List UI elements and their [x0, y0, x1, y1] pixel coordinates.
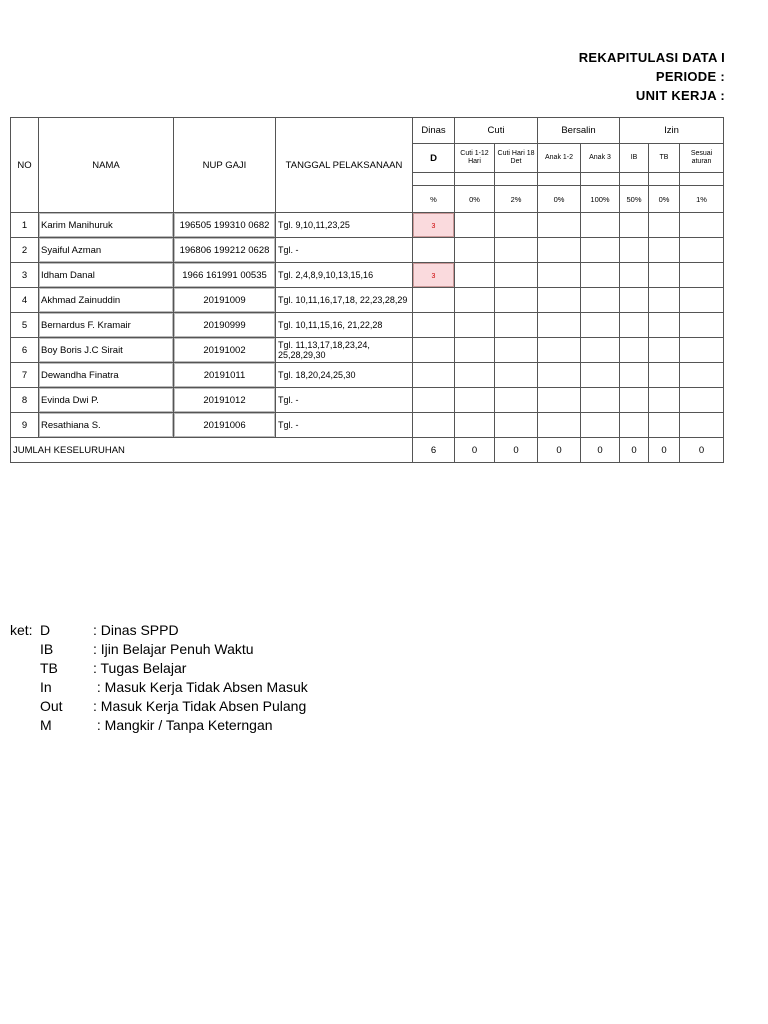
- row-dinas-d-value: 3: [431, 222, 436, 230]
- row-dinas-d[interactable]: [413, 338, 455, 363]
- col-nup-header: NUP GAJI: [174, 118, 276, 213]
- table-row[interactable]: [11, 413, 724, 438]
- row-empty-cell[interactable]: [538, 313, 581, 338]
- row-empty-cell[interactable]: [495, 338, 538, 363]
- total-value: 0: [649, 438, 680, 463]
- row-empty-cell[interactable]: [495, 413, 538, 438]
- table-row[interactable]: [11, 263, 724, 288]
- table-row[interactable]: [11, 338, 724, 363]
- row-nama[interactable]: Boy Boris J.C Sirait: [39, 338, 174, 363]
- row-tanggal[interactable]: Tgl. 10,11,16,17,18, 22,23,28,29: [276, 288, 413, 313]
- total-value: 0: [538, 438, 581, 463]
- row-nama[interactable]: Karim Manihuruk: [39, 213, 174, 238]
- sub-header-tb: TB: [649, 144, 680, 173]
- row-empty-cell[interactable]: [620, 338, 649, 363]
- row-empty-cell[interactable]: [495, 263, 538, 288]
- row-no[interactable]: 4: [11, 288, 39, 313]
- row-no[interactable]: 6: [11, 338, 39, 363]
- row-tanggal[interactable]: Tgl. -: [276, 238, 413, 263]
- row-no[interactable]: 2: [11, 238, 39, 263]
- row-nama[interactable]: Syaiful Azman: [39, 238, 174, 263]
- row-empty-cell[interactable]: [581, 263, 620, 288]
- pct-anak-3: 100%: [581, 186, 620, 213]
- total-value: 0: [581, 438, 620, 463]
- total-row: [11, 438, 724, 463]
- row-empty-cell[interactable]: [455, 363, 495, 388]
- row-empty-cell[interactable]: [538, 388, 581, 413]
- total-value: 0: [680, 438, 724, 463]
- col-izin-header: Izin: [620, 118, 724, 144]
- row-nup[interactable]: 20191002: [174, 338, 276, 363]
- row-empty-cell[interactable]: [581, 238, 620, 263]
- col-dinas-header: Dinas: [413, 118, 455, 144]
- sub-header-anak-3: Anak 3: [581, 144, 620, 173]
- row-no[interactable]: 3: [11, 263, 39, 288]
- row-no[interactable]: 9: [11, 413, 39, 438]
- row-nup[interactable]: 20190999: [174, 313, 276, 338]
- total-value: 0: [455, 438, 495, 463]
- row-empty-cell[interactable]: [538, 363, 581, 388]
- row-empty-cell[interactable]: [581, 313, 620, 338]
- row-no[interactable]: 5: [11, 313, 39, 338]
- col-nama-header: NAMA: [39, 118, 174, 213]
- row-empty-cell[interactable]: [455, 213, 495, 238]
- legend-code: M: [40, 717, 52, 733]
- row-nup[interactable]: 196505 199310 0682: [174, 213, 276, 238]
- row-tanggal[interactable]: Tgl. 9,10,11,23,25: [276, 213, 413, 238]
- row-empty-cell[interactable]: [620, 288, 649, 313]
- row-empty-cell[interactable]: [581, 388, 620, 413]
- row-dinas-d[interactable]: [413, 388, 455, 413]
- row-tanggal[interactable]: Tgl. 18,20,24,25,30: [276, 363, 413, 388]
- row-empty-cell[interactable]: [649, 388, 680, 413]
- pct-cuti-1-12: 0%: [455, 186, 495, 213]
- row-dinas-d[interactable]: [413, 238, 455, 263]
- pct-anak-1-2: 0%: [538, 186, 581, 213]
- row-no[interactable]: 7: [11, 363, 39, 388]
- total-value: 0: [620, 438, 649, 463]
- row-empty-cell[interactable]: [538, 238, 581, 263]
- row-empty-cell[interactable]: [649, 313, 680, 338]
- table-row[interactable]: [11, 313, 724, 338]
- row-empty-cell[interactable]: [538, 338, 581, 363]
- row-empty-cell[interactable]: [495, 213, 538, 238]
- row-empty-cell[interactable]: [620, 388, 649, 413]
- row-empty-cell[interactable]: [495, 288, 538, 313]
- row-tanggal[interactable]: Tgl. -: [276, 413, 413, 438]
- legend-code: In: [40, 679, 52, 695]
- sub-header-sesuai-aturan: Sesuai aturan: [680, 144, 724, 173]
- unit-kerja-label: UNIT KERJA :: [635, 88, 725, 103]
- legend-desc: : Ijin Belajar Penuh Waktu: [93, 641, 254, 657]
- pct-sesuai-aturan: 1%: [680, 186, 724, 213]
- col-tanggal-header: TANGGAL PELAKSANAAN: [276, 118, 413, 213]
- row-nama[interactable]: Dewandha Finatra: [39, 363, 174, 388]
- row-empty-cell[interactable]: [495, 388, 538, 413]
- row-empty-cell[interactable]: [620, 363, 649, 388]
- row-dinas-d[interactable]: [413, 413, 455, 438]
- row-nama[interactable]: Akhmad Zainuddin: [39, 288, 174, 313]
- row-empty-cell[interactable]: [680, 263, 724, 288]
- row-empty-cell[interactable]: [680, 313, 724, 338]
- row-empty-cell[interactable]: [538, 288, 581, 313]
- row-tanggal[interactable]: Tgl. 10,11,15,16, 21,22,28: [276, 313, 413, 338]
- period-label: PERIODE :: [655, 69, 725, 84]
- row-empty-cell[interactable]: [649, 413, 680, 438]
- row-empty-cell[interactable]: [620, 413, 649, 438]
- row-nama[interactable]: Resathiana S.: [39, 413, 174, 438]
- sub-header-cuti-18: Cuti Hari 18 Det: [495, 144, 538, 173]
- row-empty-cell[interactable]: [680, 213, 724, 238]
- row-no[interactable]: 8: [11, 388, 39, 413]
- row-empty-cell[interactable]: [649, 238, 680, 263]
- row-nama[interactable]: Bernardus F. Kramair: [39, 313, 174, 338]
- row-nup[interactable]: 20191006: [174, 413, 276, 438]
- row-empty-cell[interactable]: [680, 238, 724, 263]
- row-empty-cell[interactable]: [649, 363, 680, 388]
- row-empty-cell[interactable]: [455, 288, 495, 313]
- row-empty-cell[interactable]: [680, 338, 724, 363]
- legend-code: Out: [40, 698, 63, 714]
- row-empty-cell[interactable]: [649, 263, 680, 288]
- row-empty-cell[interactable]: [581, 288, 620, 313]
- row-empty-cell[interactable]: [649, 288, 680, 313]
- legend-prefix: ket:: [10, 622, 33, 638]
- col-cuti-header: Cuti: [455, 118, 538, 144]
- legend-desc: : Dinas SPPD: [93, 622, 179, 638]
- row-empty-cell[interactable]: [455, 388, 495, 413]
- row-empty-cell[interactable]: [495, 313, 538, 338]
- row-empty-cell[interactable]: [495, 238, 538, 263]
- legend-desc: : Masuk Kerja Tidak Absen Masuk: [93, 679, 308, 695]
- legend-code: IB: [40, 641, 54, 657]
- legend-desc: : Mangkir / Tanpa Keterngan: [93, 717, 273, 733]
- col-bersalin-header: Bersalin: [538, 118, 620, 144]
- row-dinas-d[interactable]: [413, 313, 455, 338]
- pct-cuti-18: 2%: [495, 186, 538, 213]
- row-dinas-d[interactable]: [413, 288, 455, 313]
- row-dinas-d-value: 3: [431, 272, 436, 280]
- legend-desc: : Tugas Belajar: [93, 660, 187, 676]
- row-empty-cell[interactable]: [455, 338, 495, 363]
- pct-tb: 0%: [649, 186, 680, 213]
- row-nup[interactable]: 20191009: [174, 288, 276, 313]
- sub-header-cuti-1-12: Cuti 1-12 Hari: [455, 144, 495, 173]
- table-row[interactable]: [11, 213, 724, 238]
- row-empty-cell[interactable]: [455, 413, 495, 438]
- total-value: 6: [413, 438, 455, 463]
- row-empty-cell[interactable]: [581, 213, 620, 238]
- sub-header-d: D: [413, 144, 455, 173]
- row-nup[interactable]: 196806 199212 0628: [174, 238, 276, 263]
- row-empty-cell[interactable]: [680, 288, 724, 313]
- row-dinas-d[interactable]: [413, 263, 455, 288]
- row-empty-cell[interactable]: [620, 313, 649, 338]
- table-row[interactable]: [11, 363, 724, 388]
- table-row[interactable]: [11, 288, 724, 313]
- report-title: REKAPITULASI DATA I: [578, 50, 725, 65]
- row-empty-cell[interactable]: [538, 213, 581, 238]
- row-empty-cell[interactable]: [581, 363, 620, 388]
- row-tanggal[interactable]: Tgl. 11,13,17,18,23,24, 25,28,29,30: [276, 338, 413, 363]
- row-empty-cell[interactable]: [620, 263, 649, 288]
- table-row[interactable]: [11, 238, 724, 263]
- row-empty-cell[interactable]: [680, 388, 724, 413]
- row-empty-cell[interactable]: [620, 213, 649, 238]
- row-empty-cell[interactable]: [649, 338, 680, 363]
- row-no[interactable]: 1: [11, 213, 39, 238]
- row-empty-cell[interactable]: [680, 413, 724, 438]
- row-nup[interactable]: 1966 161991 00535: [174, 263, 276, 288]
- row-dinas-d[interactable]: [413, 213, 455, 238]
- row-empty-cell[interactable]: [455, 313, 495, 338]
- total-value: 0: [495, 438, 538, 463]
- row-empty-cell[interactable]: [620, 238, 649, 263]
- sub-header-ib: IB: [620, 144, 649, 173]
- row-empty-cell[interactable]: [581, 413, 620, 438]
- row-nup[interactable]: 20191011: [174, 363, 276, 388]
- col-no-header: NO: [11, 118, 39, 213]
- recap-table: [10, 117, 724, 463]
- row-nama[interactable]: Evinda Dwi P.: [39, 388, 174, 413]
- row-dinas-d[interactable]: [413, 363, 455, 388]
- row-empty-cell[interactable]: [455, 263, 495, 288]
- row-empty-cell[interactable]: [495, 363, 538, 388]
- row-tanggal[interactable]: Tgl. 2,4,8,9,10,13,15,16: [276, 263, 413, 288]
- legend-desc: : Masuk Kerja Tidak Absen Pulang: [93, 698, 307, 714]
- row-empty-cell[interactable]: [538, 263, 581, 288]
- table-row[interactable]: [11, 388, 724, 413]
- legend-code: D: [40, 622, 51, 638]
- row-nama[interactable]: Idham Danal: [39, 263, 174, 288]
- sub-header-anak-1-2: Anak 1-2: [538, 144, 581, 173]
- row-empty-cell[interactable]: [680, 363, 724, 388]
- row-nup[interactable]: 20191012: [174, 388, 276, 413]
- total-label: JUMLAH KESELURUHAN: [11, 438, 413, 463]
- row-empty-cell[interactable]: [581, 338, 620, 363]
- legend-code: TB: [40, 660, 58, 676]
- pct-d: %: [413, 186, 455, 213]
- row-empty-cell[interactable]: [538, 413, 581, 438]
- group-header-row: [11, 118, 724, 144]
- row-tanggal[interactable]: Tgl. -: [276, 388, 413, 413]
- pct-ib: 50%: [620, 186, 649, 213]
- row-empty-cell[interactable]: [649, 213, 680, 238]
- row-empty-cell[interactable]: [455, 238, 495, 263]
